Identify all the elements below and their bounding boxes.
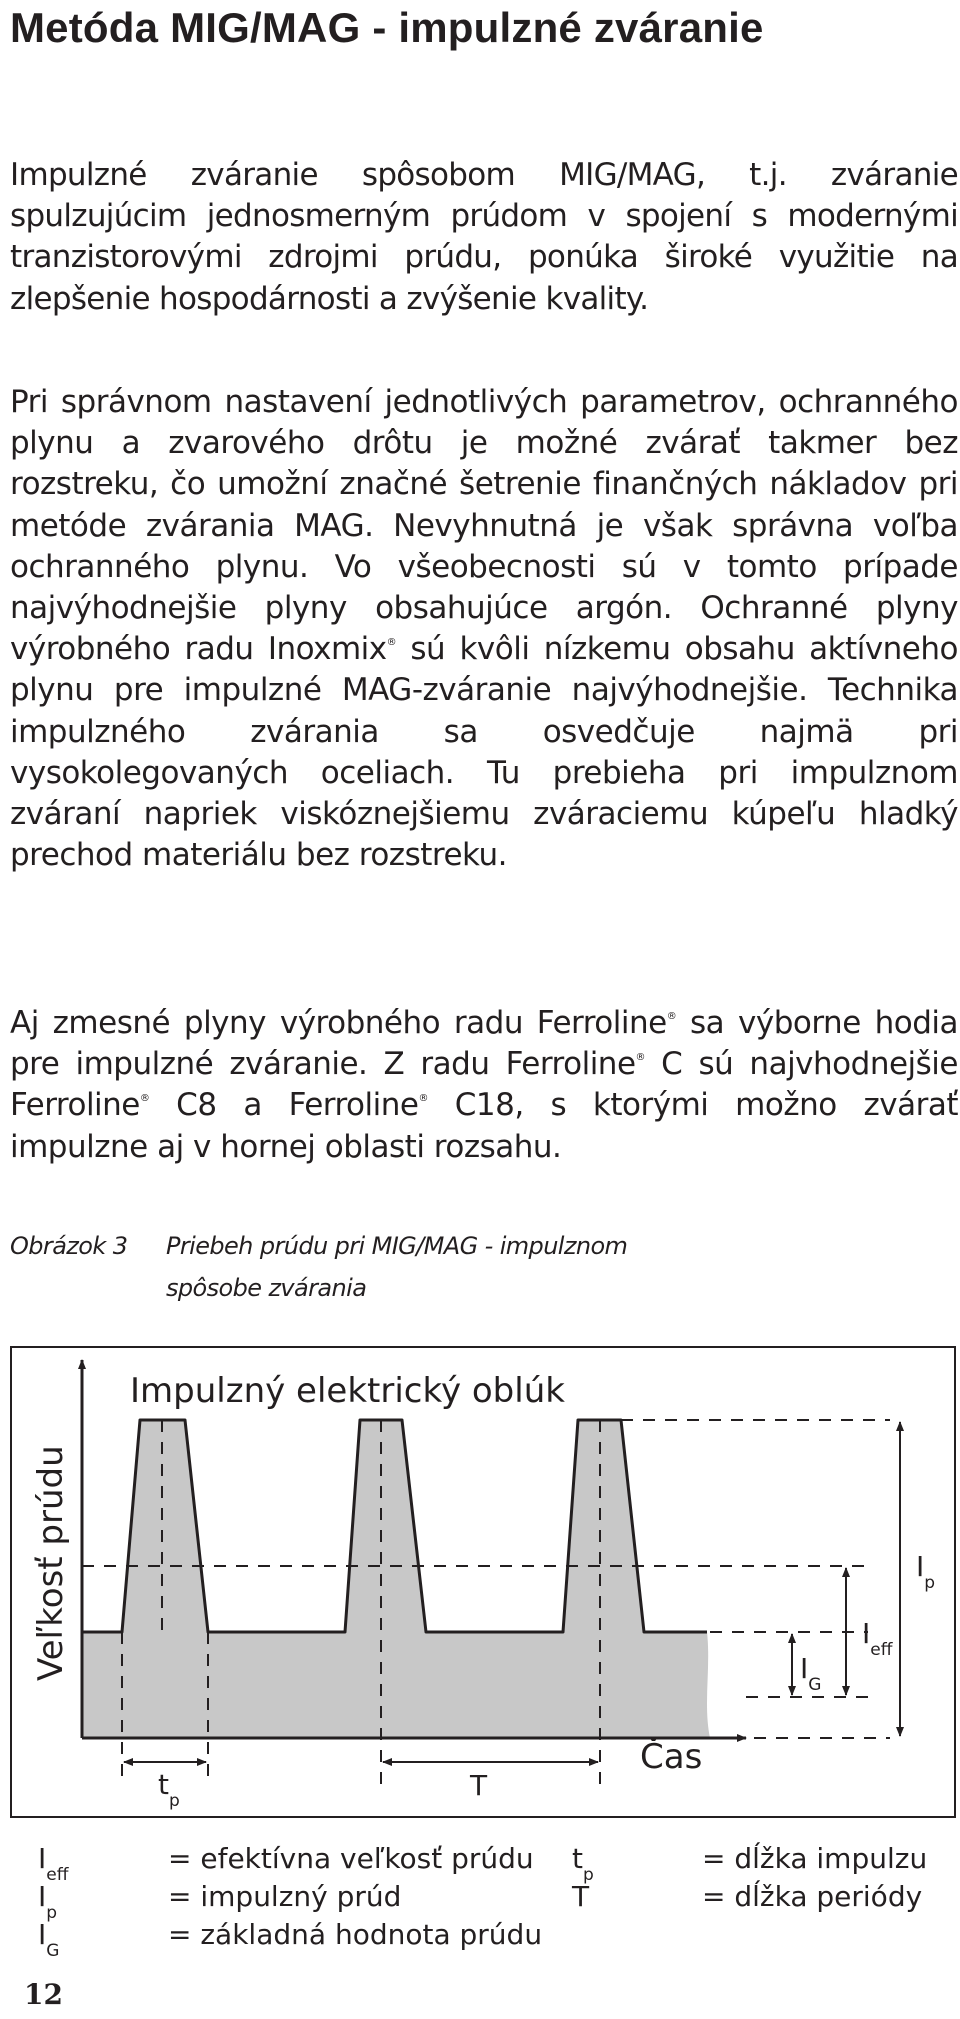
ig-label-main: I (800, 1652, 809, 1685)
legend-ieff-symbol (38, 1842, 69, 1885)
paragraph-parameters-text-a: Pri správnom nastavení jednotlivých parametrov, ochranného plynu a zvarového drôtu je možné zvárať takmer bez rozstreku, čo umožní značné šetrenie finančných nákladov pri metóde zvárania MAG. Nevyhnutná je však správna voľba ochranného plynu. Vo všeobecnosti sú v tomto prípade najvýhodnejšie plyny obsahujúce argón. Ochranné plyny výrobného radu Inoxmix (10, 384, 958, 668)
legend-ip-sym: I (38, 1880, 47, 1913)
registered-mark: ® (666, 1011, 677, 1022)
page-number: 12 (24, 1978, 63, 2011)
tp-label-sub: p (168, 1791, 180, 1811)
ieff-label-main: I (862, 1617, 871, 1650)
pulse-waveform (82, 1420, 710, 1738)
figure-caption-line2: spôsobe zvárania (166, 1274, 367, 1302)
figure-caption (10, 1225, 627, 1309)
legend-ieff-sym: I (38, 1842, 47, 1875)
paragraph-ferroline-text-d: C8 a Ferroline (149, 1087, 419, 1124)
ip-label (916, 1550, 935, 1593)
legend-ig-sub: G (46, 1941, 60, 1961)
legend-ig-desc: = základná hodnota prúdu (168, 1918, 543, 1951)
paragraph-ferroline (10, 1003, 958, 1168)
figure-caption-label: Obrázok 3 (10, 1232, 128, 1260)
legend-T-symbol: T (572, 1880, 590, 1913)
tp-label-main: t (158, 1768, 169, 1801)
y-axis-label: Veľkosť prúdu (31, 1445, 71, 1681)
legend-ip-desc: = impulzný prúd (168, 1880, 402, 1913)
registered-mark: ® (139, 1093, 150, 1105)
figure-caption-line1: Priebeh prúdu pri MIG/MAG - impulznom (166, 1232, 628, 1260)
diagram-title: Impulzný elektrický oblúk (130, 1371, 565, 1411)
ig-label-sub: G (808, 1675, 822, 1695)
legend-tp-desc: = dĺžka impulzu (702, 1842, 928, 1875)
tp-label (158, 1768, 180, 1811)
paragraph-parameters (10, 382, 958, 876)
legend-ig-symbol (38, 1918, 60, 1961)
paragraph-intro (10, 155, 958, 320)
ieff-label-sub: eff (870, 1640, 893, 1660)
registered-mark: ® (635, 1052, 646, 1064)
legend-ip-symbol (38, 1880, 58, 1923)
paragraph-ferroline-text-a: Aj zmesné plyny výrobného radu Ferroline (10, 1005, 667, 1041)
period-label: T (470, 1769, 488, 1802)
registered-mark: ® (386, 637, 397, 649)
legend-tp-symbol (572, 1842, 594, 1885)
registered-mark: ® (418, 1093, 428, 1105)
paragraph-ferroline-text-e: C18, s ktorými možno zvárať impulzne aj v hornej oblasti rozsahu. (10, 1087, 959, 1165)
paragraph-ferroline-text-b: sa výborne hodia pre impulzné zváranie. Z radu Ferroline (10, 1005, 958, 1083)
pulse-current-diagram (10, 1346, 956, 1818)
ig-label (800, 1652, 821, 1695)
legend-tp-sym: t (572, 1842, 583, 1875)
ieff-label (862, 1617, 894, 1660)
x-axis-label: Čas (640, 1737, 703, 1777)
legend-ip-sub: p (46, 1903, 58, 1923)
figure-legend (10, 1842, 958, 1962)
legend-ig-sym: I (38, 1918, 47, 1951)
paragraph-parameters-text-b: sú kvôli nízkemu obsahu aktívneho plynu pre impulzné MAG-zváranie najvýhodnejšie. Technika impulzného zvárania sa osvedčuje najmä pri vysokolegovaných oceliach. Tu prebieha pri impulznom zváraní napriek viskóznejšiemu zváraciemu kúpeľu hladký prechod materiálu bez rozstreku. (10, 631, 958, 874)
paragraph-intro-text: Impulzné zváranie spôsobom MIG/MAG, t.j. zváranie spulzujúcim jednosmerným prúdom v spojení s modernými tranzistorovými zdrojmi prúdu, ponúka široké využitie na zlepšenie hospodárnosti a zvýšenie kvality. (10, 157, 958, 317)
legend-tp-sub: p (582, 1865, 594, 1885)
legend-T-desc: = dĺžka periódy (702, 1880, 923, 1913)
ip-label-sub: p (924, 1573, 936, 1593)
page-title: Metóda MIG/MAG - impulzné zváranie (10, 4, 764, 51)
paragraph-ferroline-text-c: C sú najvhodnejšie Ferroline (10, 1046, 958, 1124)
legend-ieff-desc: = efektívna veľkosť prúdu (168, 1842, 534, 1875)
legend-ieff-sub: eff (46, 1865, 69, 1885)
ip-label-main: I (916, 1550, 925, 1583)
